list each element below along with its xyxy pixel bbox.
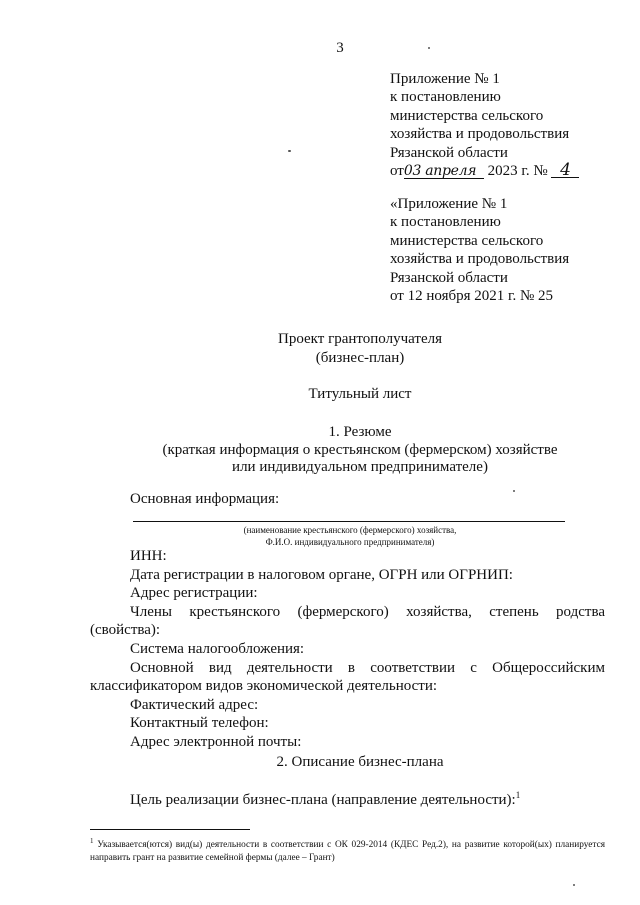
field-activity-cont: классификатором видов экономической деятельности:: [90, 678, 438, 695]
name-caption-line: (наименование крестьянского (фермерского) хозяйства,: [243, 525, 457, 535]
footnote: [90, 835, 605, 865]
name-underline: [133, 521, 565, 522]
name-caption: [135, 524, 565, 548]
section2-heading: 2. Описание бизнес-плана: [276, 754, 444, 770]
appendix-current: [390, 70, 579, 180]
appendix-previous-line: от 12 ноября 2021 г. № 25: [390, 288, 554, 305]
name-caption-line: Ф.И.О. индивидуального предпринимателя): [265, 537, 435, 547]
year-text: 2023 г. №: [487, 163, 548, 180]
appendix-current-line: Приложение № 1: [390, 71, 500, 87]
field-registration-date: Дата регистрации в налоговом органе, ОГРН или ОГРНИП:: [130, 566, 513, 583]
field-activity: Основной вид деятельности в соответствии с Общероссийским: [130, 659, 605, 676]
page-number: 3: [336, 40, 344, 56]
field-members-cont: (свойства):: [90, 622, 161, 639]
handwritten-number: 4: [551, 163, 579, 178]
footnote-ref: 1: [515, 790, 521, 800]
date-prefix: от: [390, 163, 404, 180]
info-fields: [90, 547, 605, 752]
section1-heading: 1. Резюме: [328, 424, 392, 440]
appendix-current-date-line: [390, 162, 579, 180]
appendix-previous-line: к постановлению: [390, 214, 501, 231]
section1-subheading: (краткая информация о крестьянском (фермерском) хозяйстве: [162, 442, 558, 458]
field-tax-system: Система налогообложения:: [130, 640, 305, 657]
document-subtitle: (бизнес-план): [315, 350, 405, 366]
handwritten-date: 03 апреля: [404, 164, 484, 179]
appendix-previous-line: хозяйства и продовольствия: [390, 251, 570, 268]
goal-label: Цель реализации бизнес-плана (направление деятельности):: [130, 792, 516, 808]
field-email: Адрес электронной почты:: [130, 733, 302, 750]
appendix-previous: [390, 195, 569, 305]
field-registration-address: Адрес регистрации:: [130, 585, 258, 602]
field-members: Члены крестьянского (фермерского) хозяйства, степень родства: [130, 603, 605, 620]
appendix-current-line: хозяйства и продовольствия: [390, 126, 570, 143]
footnote-text: Указывается(ются) вид(ы) деятельности в соответствии с ОК 029-2014 (КДЕС Ред.2), на развитие которой(ых) планируется направить грант на развитие семейной фермы (далее – Грант): [90, 840, 605, 864]
field-actual-address: Фактический адрес:: [130, 696, 259, 713]
footnote-mark: 1: [90, 837, 94, 845]
footnote-separator: [90, 829, 250, 830]
section1-subheading: или индивидуальном предпринимателе): [232, 459, 488, 475]
appendix-previous-line: «Приложение № 1: [390, 196, 508, 212]
appendix-current-line: министерства сельского: [390, 107, 544, 124]
basic-info-label: Основная информация:: [130, 491, 280, 507]
appendix-current-line: к постановлению: [390, 89, 501, 106]
appendix-current-line: Рязанской области: [390, 144, 508, 161]
field-phone: Контактный телефон:: [130, 715, 269, 732]
goal-label-line: [130, 790, 520, 809]
field-inn: ИНН:: [130, 548, 167, 564]
document-title: Проект грантополучателя: [278, 331, 442, 347]
appendix-previous-line: министерства сельского: [390, 232, 544, 249]
title-sheet-heading: Титульный лист: [308, 386, 412, 402]
appendix-previous-line: Рязанской области: [390, 269, 508, 286]
